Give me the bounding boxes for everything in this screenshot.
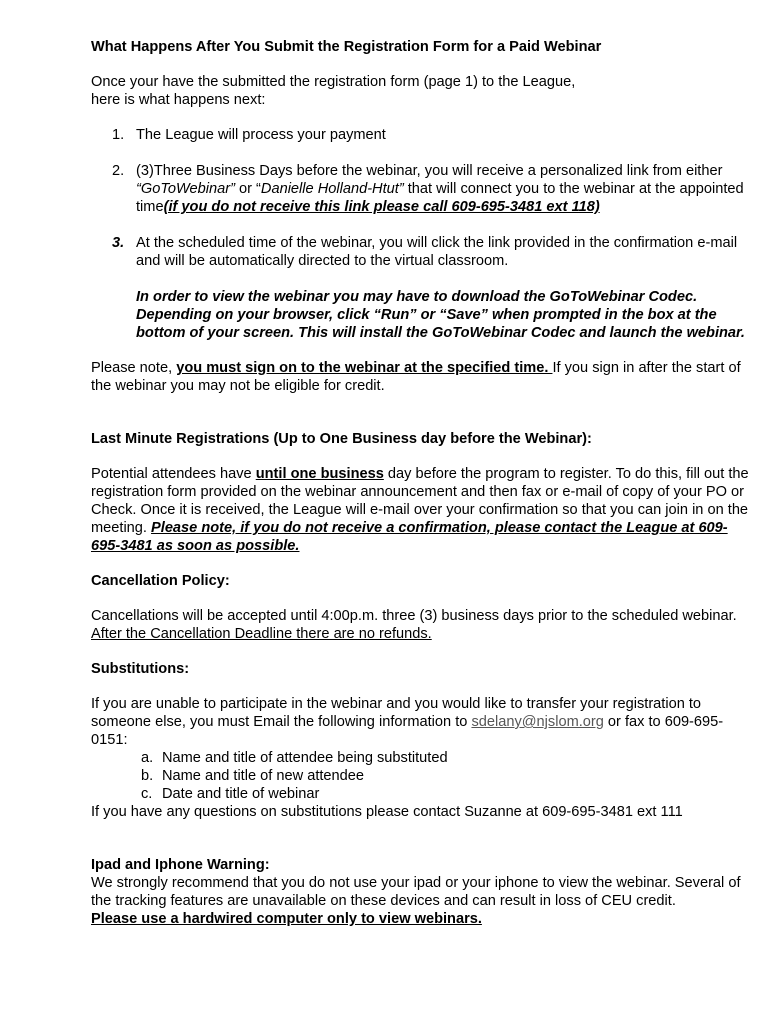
step-quote-sender: Danielle Holland-Htut” [260, 181, 404, 197]
substitutions-post: or fax to 609-695-0151: [91, 714, 724, 748]
please-note-pre: Please note, [91, 360, 177, 376]
last-minute-note: Please note, if you do not receive a confirmation, please contact the League at 609-695-3481 as soon as possible. [91, 520, 728, 554]
step-number: 2. [112, 163, 125, 179]
item-letter: a. [141, 750, 154, 766]
substitutions-contact: If you have any questions on substitutions please contact Suzanne at 609-695-3481 ext 111 [91, 804, 683, 820]
list-item [91, 785, 751, 803]
list-item [91, 749, 751, 767]
last-minute-emphasis: until one business [255, 466, 384, 482]
step-text-post: that will connect you to the webinar at the appointed time [136, 181, 744, 215]
list-item [91, 126, 751, 144]
email-link[interactable]: sdelany@njslom.org [471, 714, 604, 730]
step-number: 1. [112, 127, 125, 143]
cancellation-heading: Cancellation Policy: [91, 573, 230, 589]
cancellation-paragraph [91, 607, 751, 643]
step-text-pre: (3)Three Business Days before the webinar, you will receive a personalized link from either [136, 163, 723, 179]
step-text: The League will process your payment [136, 127, 386, 143]
last-minute-paragraph [91, 465, 751, 555]
please-note-post: If you sign in after the start of the webinar you may not be eligible for credit. [91, 360, 741, 394]
step-quote-gotowebinar: “GoToWebinar” [136, 181, 235, 197]
warning-heading: Ipad and Iphone Warning: [91, 857, 270, 873]
list-item [91, 767, 751, 785]
last-minute-heading: Last Minute Registrations (Up to One Business day before the Webinar): [91, 431, 592, 447]
document-page [91, 38, 751, 928]
list-item [91, 162, 751, 216]
warning-emphasis: Please use a hardwired computer only to view webinars. [91, 911, 482, 927]
warning-text: We strongly recommend that you do not use your ipad or your iphone to view the webinar. Several of the tracking features are unavailable on these devices and can result in loss of CEU credit. [91, 875, 741, 909]
item-letter: c. [141, 786, 153, 802]
step-emphasis-callback: (if you do not receive this link please call 609-695-3481 ext 118) [163, 199, 600, 215]
step-number: 3. [112, 235, 125, 251]
substitutions-pre: If you are unable to participate in the webinar and you would like to transfer your registration to someone else, you must Email the following information to [91, 696, 702, 730]
steps-list [91, 126, 751, 342]
item-letter: b. [141, 768, 154, 784]
step-text-mid: or “ [234, 181, 261, 197]
cancellation-text: Cancellations will be accepted until 4:00p.m. three (3) business days prior to the scheduled webinar. [91, 608, 737, 624]
intro-line-2: here is what happens next: [91, 92, 266, 108]
substitution-items-list [91, 749, 751, 803]
please-note-emphasis: you must sign on to the webinar at the specified time. [176, 360, 553, 376]
substitutions-paragraph [91, 695, 751, 749]
intro-paragraph [91, 73, 751, 109]
page-title: What Happens After You Submit the Registration Form for a Paid Webinar [91, 39, 602, 55]
substitutions-heading: Substitutions: [91, 661, 190, 677]
item-text: Date and title of webinar [162, 786, 320, 802]
intro-line-1: Once your have the submitted the registration form (page 1) to the League, [91, 74, 576, 90]
codec-note: In order to view the webinar you may have to download the GoToWebinar Codec. Depending on your browser, click “Run” or “Save” when prompted in the box at the bottom of your screen. This will install the GoToWebinar Codec and launch the webinar. [136, 289, 745, 341]
please-note-paragraph [91, 359, 751, 395]
list-item [91, 234, 751, 342]
last-minute-pre: Potential attendees have [91, 466, 256, 482]
last-minute-mid: day before the program to register. To do this, fill out the registration form provided on the webinar announcement and then fax or e-mail of copy of your PO or Check. Once it is received, the League will e-mail over your confirmation so that you can join in on the meeting. [91, 466, 749, 536]
cancellation-no-refunds: After the Cancellation Deadline there are no refunds. [91, 626, 432, 642]
item-text: Name and title of attendee being substituted [162, 750, 448, 766]
item-text: Name and title of new attendee [162, 768, 365, 784]
step-text: At the scheduled time of the webinar, you will click the link provided in the confirmation e-mail and will be automatically directed to the virtual classroom. [136, 235, 738, 269]
